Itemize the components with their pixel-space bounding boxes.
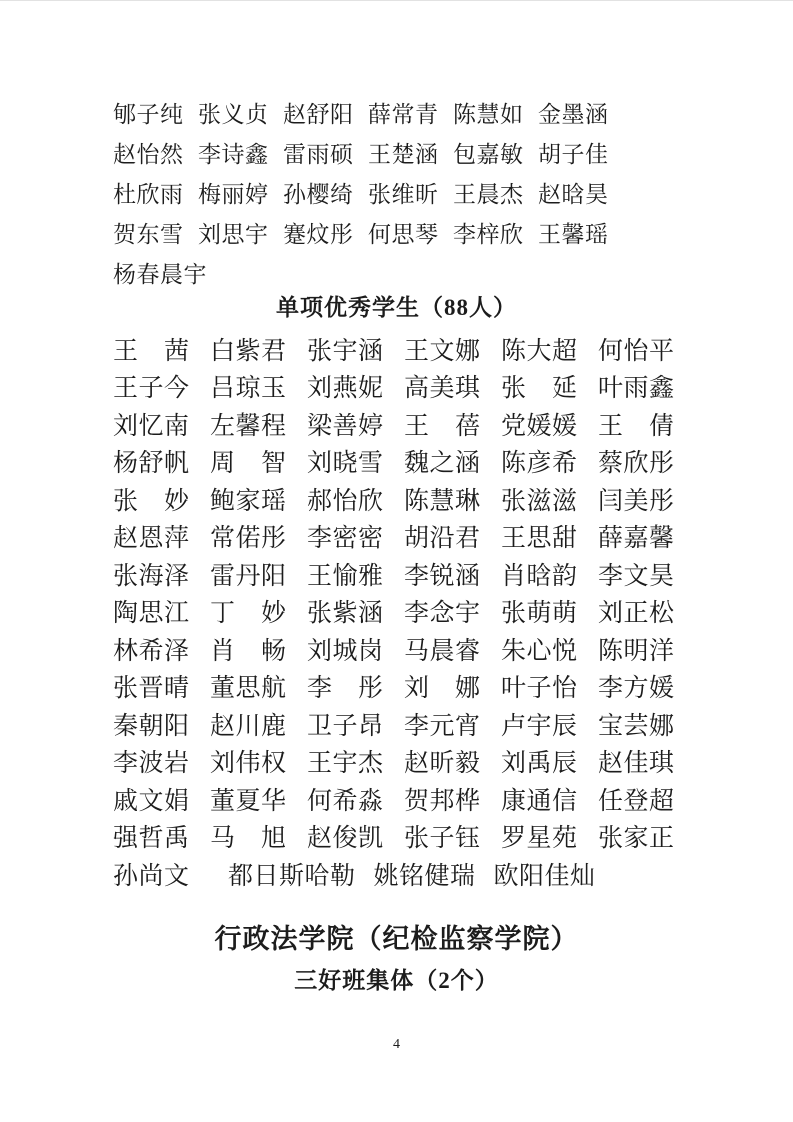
student-name: 张宇涵 [307,337,384,365]
student-name: 王楚涵 [368,141,439,167]
student-name: 王文娜 [404,337,481,365]
student-name: 李方媛 [598,675,675,703]
student-name: 王馨瑶 [538,221,609,247]
student-name: 胡子佳 [538,141,609,167]
name-row [113,780,713,818]
student-name: 刘正松 [598,600,675,628]
student-name: 马晨睿 [404,637,481,665]
student-name: 刘燕妮 [307,375,384,403]
student-name: 王宇杰 [307,750,384,778]
student-name: 何希淼 [307,787,384,815]
continuation-name-list [113,92,683,292]
student-name: 杨舒帆 [113,450,190,478]
student-name: 丁 妙 [210,600,287,628]
student-name: 张子钰 [404,825,481,853]
name-row [113,518,713,556]
student-name: 王晨杰 [453,181,524,207]
name-row [113,630,713,668]
student-name: 康通信 [501,787,578,815]
page-number: 4 [393,1037,400,1052]
student-name: 陈慧琳 [404,487,481,515]
student-name: 贺东雪 [113,221,184,247]
student-name: 叶子怡 [501,675,578,703]
student-name: 蹇炆彤 [283,221,354,247]
student-name: 叶雨鑫 [598,375,675,403]
student-name: 左馨程 [210,412,287,440]
name-row [113,593,713,631]
student-name: 刘 娜 [404,675,481,703]
section-heading-class-collective: 三好班集体（2个） [294,968,499,993]
student-name: 薛常青 [368,101,439,127]
student-name: 赵川鹿 [210,712,287,740]
student-name: 高美琪 [404,375,481,403]
student-name: 薛嘉馨 [598,525,675,553]
student-name: 包嘉敏 [453,141,524,167]
student-name: 赵舒阳 [283,101,354,127]
student-name: 杨春晨宇 [113,261,207,287]
student-name: 王子今 [113,375,190,403]
student-name: 张晋晴 [113,675,190,703]
student-name: 李梓欣 [453,221,524,247]
student-name: 李念宇 [404,600,481,628]
student-name: 任登超 [598,787,675,815]
student-name: 吕琼玉 [210,375,287,403]
student-name: 马 旭 [210,825,287,853]
student-name: 赵昕毅 [404,750,481,778]
student-name: 李元宵 [404,712,481,740]
name-row [113,405,713,443]
section-heading-single-award: 单项优秀学生（88人） [276,295,517,320]
student-name: 李锐涵 [404,562,481,590]
name-row [113,705,713,743]
student-name: 孙樱绮 [283,181,354,207]
student-name: 闫美彤 [598,487,675,515]
name-row [113,212,683,252]
student-name: 陈明洋 [598,637,675,665]
student-name: 张滋滋 [501,487,578,515]
student-name: 赵佳琪 [598,750,675,778]
student-name: 魏之涵 [404,450,481,478]
student-name: 刘晓雪 [307,450,384,478]
student-name: 梅丽婷 [198,181,269,207]
student-name: 王 茜 [113,337,190,365]
student-name: 肖晗韵 [501,562,578,590]
student-name: 陶思江 [113,600,190,628]
name-row [113,555,713,593]
student-name: 郇子纯 [113,101,184,127]
student-name: 金墨涵 [538,101,609,127]
student-name: 张家正 [598,825,675,853]
student-name: 孙尚文 [113,862,190,890]
student-name: 张维昕 [368,181,439,207]
student-name: 刘禹辰 [501,750,578,778]
student-name: 赵俊凯 [307,825,384,853]
student-name: 罗星苑 [501,825,578,853]
student-name: 张 妙 [113,487,190,515]
single-award-name-grid [113,330,713,893]
student-name: 雷丹阳 [210,562,287,590]
student-name: 郝怡欣 [307,487,384,515]
name-row [113,172,683,212]
student-name: 李密密 [307,525,384,553]
student-name: 赵恩萍 [113,525,190,553]
student-name: 肖 畅 [210,637,287,665]
student-name: 常偌彤 [210,525,287,553]
student-name: 李诗鑫 [198,141,269,167]
student-name: 陈慧如 [453,101,524,127]
student-name: 雷雨硕 [283,141,354,167]
student-name: 林希泽 [113,637,190,665]
name-row [113,480,713,518]
student-name: 张义贞 [198,101,269,127]
student-name: 张海泽 [113,562,190,590]
student-name: 姚铭健瑞 [373,862,476,890]
name-row [113,92,683,132]
student-name: 都日斯哈勒 [228,862,356,890]
name-row [113,443,713,481]
student-name: 刘伟权 [210,750,287,778]
student-name: 王 倩 [598,412,675,440]
student-name: 刘思宇 [198,221,269,247]
student-name: 强哲禹 [113,825,190,853]
student-name: 赵晗昊 [538,181,609,207]
name-row [113,330,713,368]
student-name: 何怡平 [598,337,675,365]
student-name: 贺邦桦 [404,787,481,815]
student-name: 杜欣雨 [113,181,184,207]
student-name: 朱心悦 [501,637,578,665]
student-name: 周 智 [210,450,287,478]
student-name: 胡沿君 [404,525,481,553]
student-name: 卫子昂 [307,712,384,740]
student-name: 宝芸娜 [598,712,675,740]
student-name: 张 延 [501,375,578,403]
name-row [113,818,713,856]
student-name: 梁善婷 [307,412,384,440]
student-name: 王愉雅 [307,562,384,590]
student-name: 刘城岗 [307,637,384,665]
student-name: 赵怡然 [113,141,184,167]
name-row [113,743,713,781]
student-name: 张萌萌 [501,600,578,628]
student-name: 党媛媛 [501,412,578,440]
student-name: 李 彤 [307,675,384,703]
student-name: 王思甜 [501,525,578,553]
student-name: 欧阳佳灿 [493,862,596,890]
student-name: 何思琴 [368,221,439,247]
student-name: 王 蓓 [404,412,481,440]
student-name: 陈大超 [501,337,578,365]
student-name: 卢宇辰 [501,712,578,740]
name-row [113,668,713,706]
name-row [113,252,683,292]
student-name: 秦朝阳 [113,712,190,740]
name-row [113,855,713,893]
name-row [113,368,713,406]
student-name: 董夏华 [210,787,287,815]
section-heading-college: 行政法学院（纪检监察学院） [214,924,579,954]
student-name: 刘忆南 [113,412,190,440]
name-row [113,132,683,172]
student-name: 鲍家瑶 [210,487,287,515]
student-name: 董思航 [210,675,287,703]
student-name: 陈彦希 [501,450,578,478]
student-name: 张紫涵 [307,600,384,628]
student-name: 李文昊 [598,562,675,590]
student-name: 李波岩 [113,750,190,778]
student-name: 白紫君 [210,337,287,365]
student-name: 蔡欣彤 [598,450,675,478]
student-name: 戚文娟 [113,787,190,815]
